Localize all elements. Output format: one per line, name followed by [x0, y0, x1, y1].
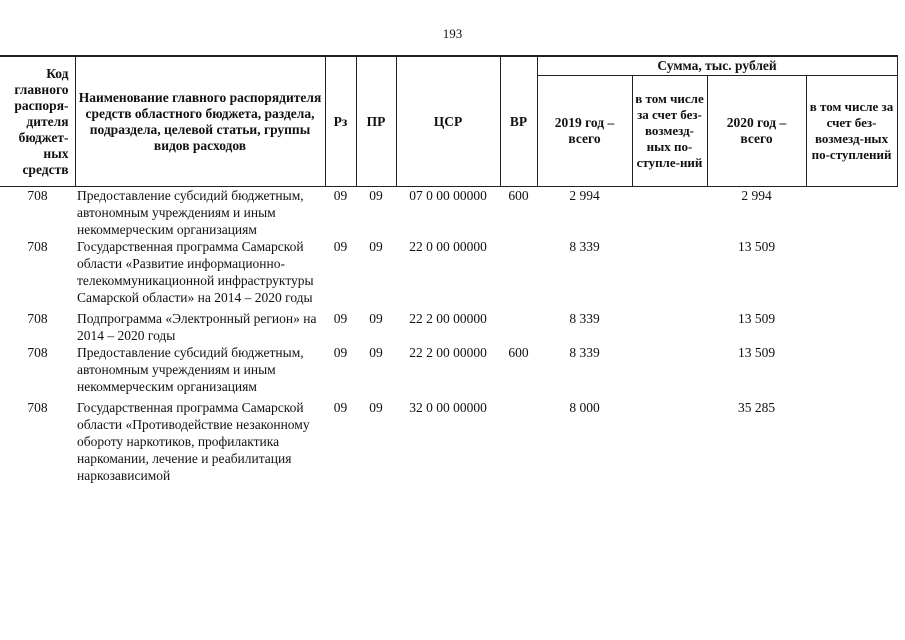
cell-2020-total: 13 509 [737, 239, 776, 254]
header-2019-total: 2019 год – всего [537, 76, 632, 187]
table-header [0, 56, 897, 187]
table-row [0, 306, 897, 344]
table-row [0, 344, 897, 395]
cell-2020-incl [806, 395, 897, 484]
cell-2019-incl [632, 187, 707, 239]
cell-pr: 09 [369, 345, 383, 360]
cell-pr: 09 [369, 188, 383, 203]
cell-2020-total: 2 994 [741, 188, 772, 203]
cell-2020-incl [806, 306, 897, 344]
table-row [0, 238, 897, 306]
budget-table [0, 55, 898, 484]
header-rz: Рз [325, 56, 356, 187]
cell-rz: 09 [333, 345, 348, 360]
cell-csr: 07 0 00 00000 [409, 188, 487, 203]
table-body [0, 187, 897, 485]
cell-csr: 32 0 00 00000 [409, 400, 487, 415]
cell-rz: 09 [333, 188, 348, 203]
header-csr: ЦСР [396, 56, 500, 187]
cell-vr [500, 238, 537, 306]
cell-pr: 09 [369, 239, 383, 254]
cell-name: Государственная программа Самарской области «Развитие информационно-телекоммуникационной инфраструктуры Самарской области» на 2014 – 2020 годы [77, 239, 314, 305]
cell-2019-total: 8 339 [569, 311, 600, 326]
cell-2020-total: 13 509 [737, 311, 776, 326]
header-code: Код главного распоря-дителя бюджет-ных средств [0, 56, 75, 187]
header-2020-incl: в том числе за счет без-возмезд-ных по-ступлений [806, 76, 897, 187]
header-name: Наименование главного распорядителя средств областного бюджета, раздела, подраздела, целевой статьи, группы видов расходов [75, 56, 325, 187]
cell-2019-total: 8 339 [569, 345, 600, 360]
cell-name: Предоставление субсидий бюджетным, автономным учреждениям и иным некоммерческим организациям [77, 345, 304, 394]
cell-2019-incl [632, 395, 707, 484]
table-row [0, 187, 897, 239]
cell-rz: 09 [333, 239, 348, 254]
cell-2020-incl [806, 344, 897, 395]
cell-2019-incl [632, 344, 707, 395]
cell-vr: 600 [508, 345, 529, 360]
cell-vr: 600 [508, 188, 529, 203]
header-pr: ПР [356, 56, 396, 187]
table-row [0, 395, 897, 484]
cell-vr [500, 395, 537, 484]
cell-csr: 22 2 00 00000 [409, 345, 487, 360]
cell-vr [500, 306, 537, 344]
page-number: 193 [442, 26, 463, 41]
cell-2019-total: 8 339 [569, 239, 600, 254]
header-sum: Сумма, тыс. рублей [537, 56, 897, 76]
cell-2020-incl [806, 238, 897, 306]
cell-name: Предоставление субсидий бюджетным, автономным учреждениям и иным некоммерческим организациям [77, 188, 304, 237]
header-2019-incl: в том числе за счет без-возмезд-ных по-ступле-ний [632, 76, 707, 187]
cell-pr: 09 [369, 311, 383, 326]
cell-2020-total: 35 285 [737, 400, 776, 415]
cell-csr: 22 0 00 00000 [409, 239, 487, 254]
cell-2019-total: 8 000 [569, 400, 600, 415]
cell-2020-incl [806, 187, 897, 239]
cell-2019-total: 2 994 [569, 188, 600, 203]
cell-code: 708 [27, 345, 48, 360]
cell-name: Государственная программа Самарской области «Противодействие незаконному обороту наркотиков, профилактика наркомании, лечение и реабилитация наркозависимой [77, 400, 310, 483]
cell-code: 708 [27, 188, 48, 203]
cell-code: 708 [27, 239, 48, 254]
header-2020-total: 2020 год – всего [707, 76, 806, 187]
cell-2020-total: 13 509 [737, 345, 776, 360]
cell-pr: 09 [369, 400, 383, 415]
cell-rz: 09 [333, 400, 348, 415]
cell-code: 708 [27, 311, 48, 326]
cell-rz: 09 [333, 311, 348, 326]
cell-csr: 22 2 00 00000 [409, 311, 487, 326]
header-vr: ВР [500, 56, 537, 187]
cell-code: 708 [27, 400, 48, 415]
cell-2019-incl [632, 238, 707, 306]
cell-name: Подпрограмма «Электронный регион» на 2014 – 2020 годы [77, 311, 317, 343]
cell-2019-incl [632, 306, 707, 344]
